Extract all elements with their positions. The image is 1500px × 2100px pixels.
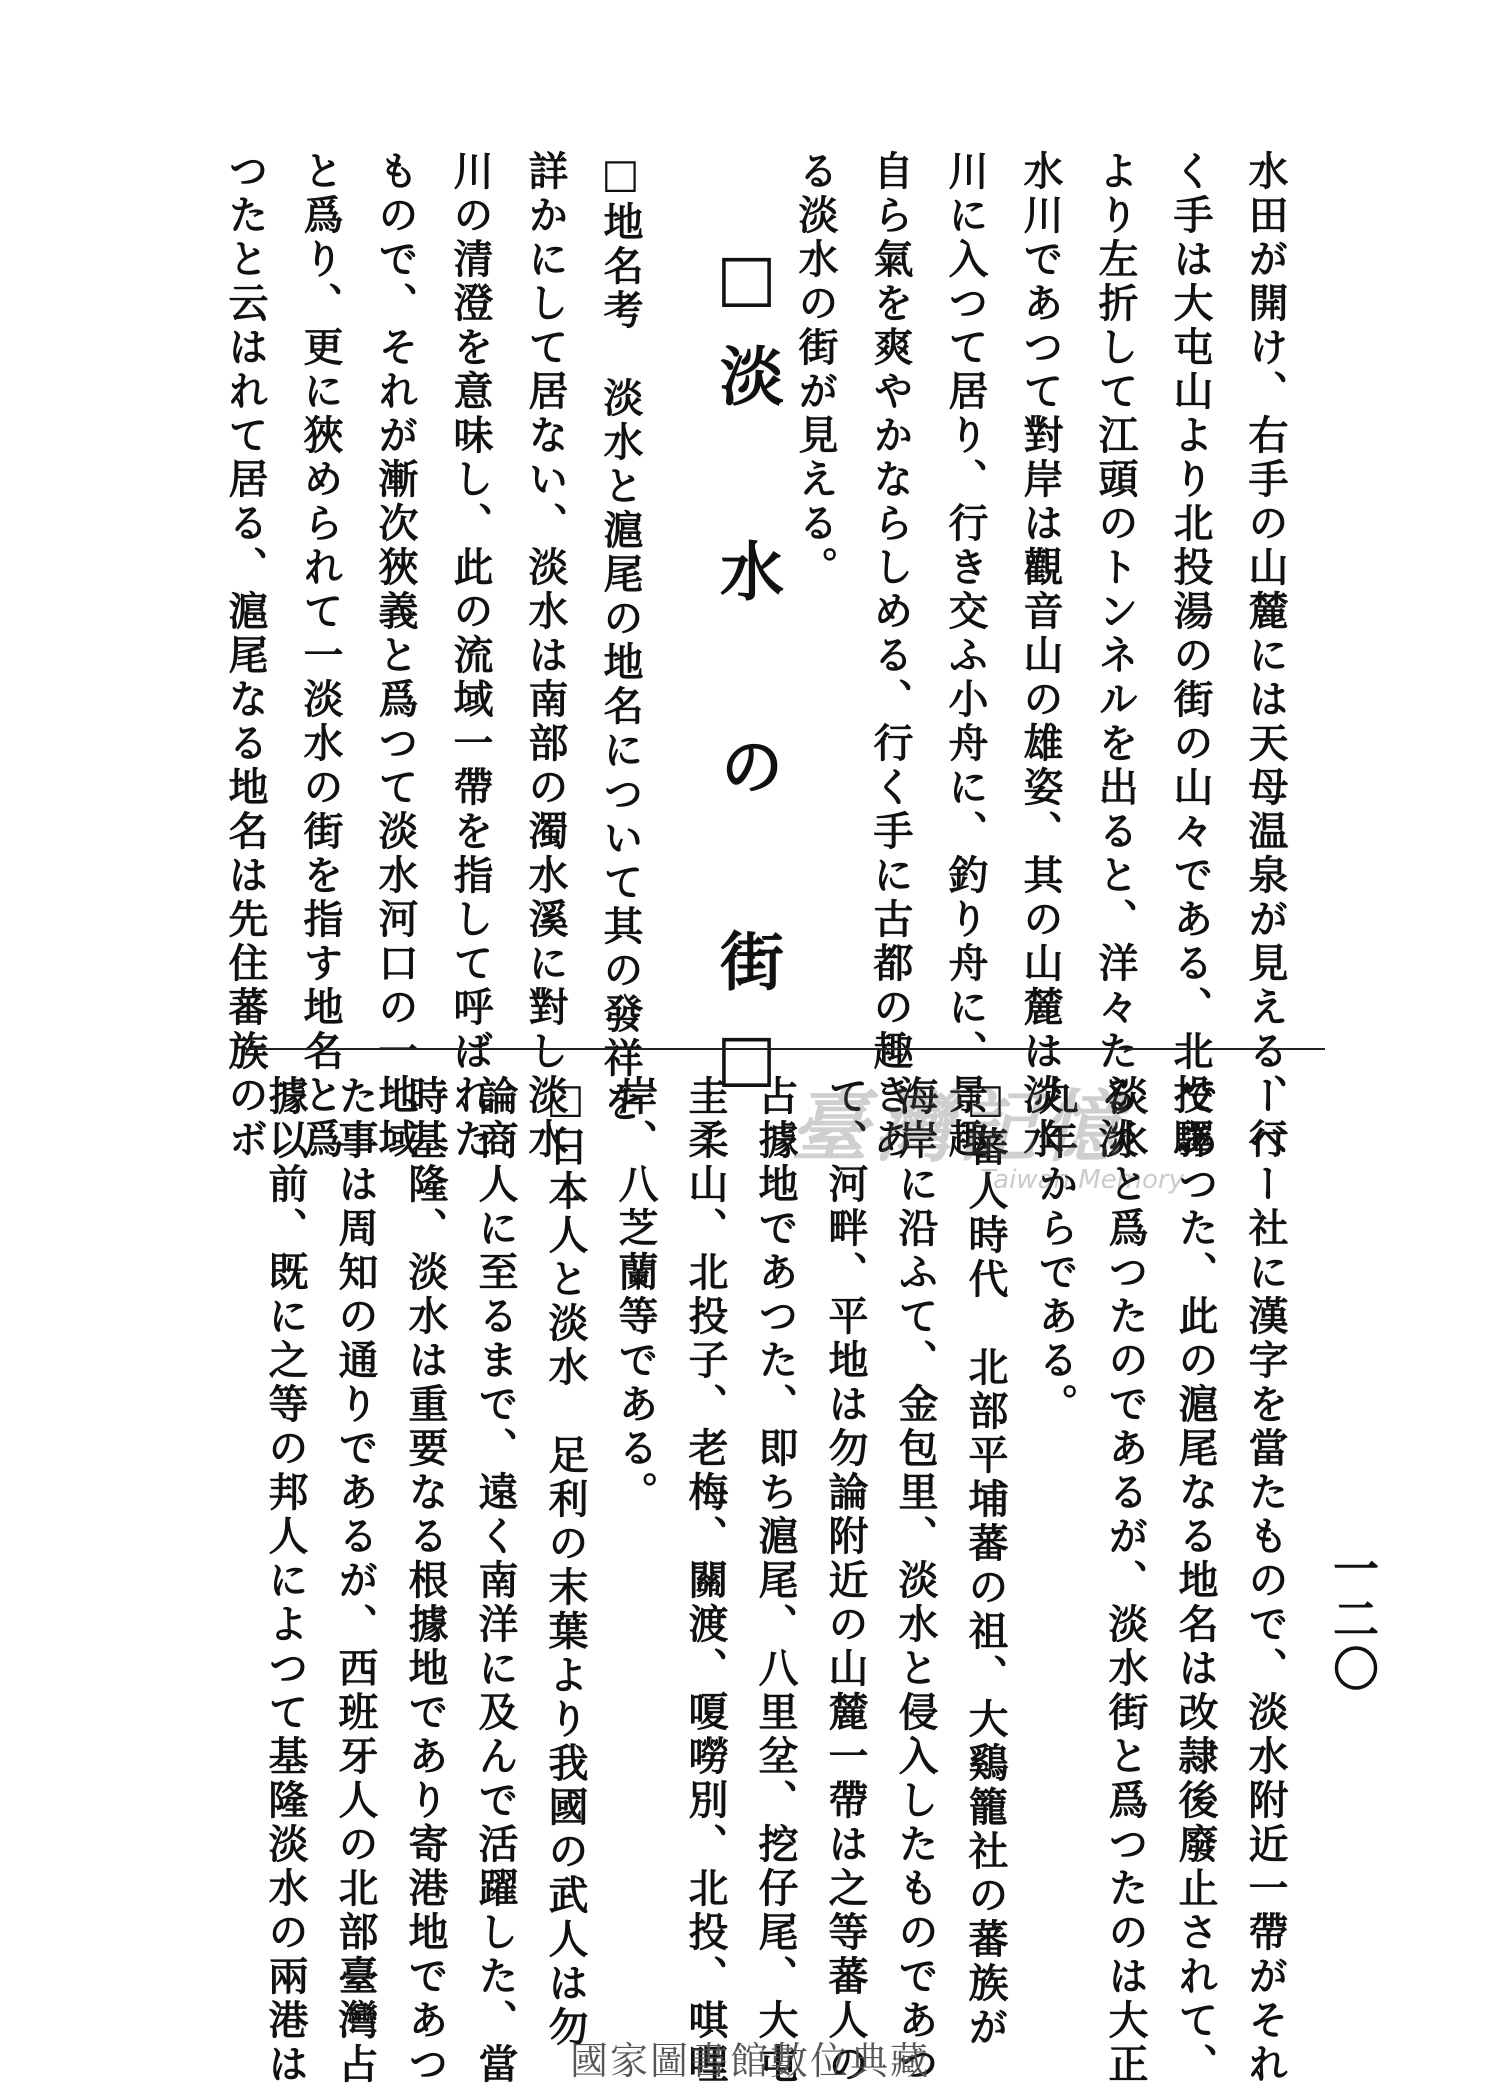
text-column: 詳かにして居ない、淡水は南部の濁水溪に對し淡水 [522,150,569,1162]
text-column: □蕃人時代 北部平埔蕃の祖、大鷄籠社の蕃族が [962,1075,1009,2050]
text-column: 圭柔山、北投子、老梅、關渡、嗄嘮別、北投、唭哩 [682,1075,729,2087]
text-column: 岸、八芝蘭等である。 [612,1075,659,1515]
text-column: 川に入つて居り、行き交ふ小舟に、釣り舟に、景趣 [942,150,989,1162]
text-column: 水川であつて對岸は觀音山の雄姿、其の山麓は淡水 [1017,150,1064,1162]
watermark-subtext: Taiwan Memory [980,1165,1184,1195]
text-column: であつた、此の滬尾なる地名は改隷後廢止されて、 [1172,1075,1219,2087]
watermark-text: 臺灣記憶 [790,1082,1127,1173]
text-column: 川の清澄を意味し、此の流域一帶を指して呼ばれた [447,150,494,1162]
footer-credit: 國家圖書館數位典藏 [569,2039,930,2083]
text-column: つたと云はれて居る、滬尾なる地名は先住蕃族のボ [222,150,269,1162]
text-column: より左折して江頭のトンネルを出ると、洋々たる淡 [1092,150,1139,1162]
text-column: 九年からである。 [1032,1075,1079,1427]
text-column: た事は周知の通りであるが、西班牙人の北部臺灣占 [332,1075,379,2087]
text-column: と爲り、更に狹められて一淡水の街を指す地名と爲 [297,150,344,1162]
text-column: 占據地であつた、即ち滬尾、八里坌、挖仔尾、大屯 [752,1075,799,2087]
page-number: 一二〇 [1326,1545,1380,1695]
text-column: く手は大屯山より北投湯の街の山々である、北投驛 [1167,150,1214,1162]
text-column: もので、それが漸次狹義と爲つて淡水河口の一地域 [372,150,419,1162]
text-column: る淡水の街が見える。 [792,150,839,590]
text-column: 論商人に至るまで、遠く南洋に及んで活躍した、當 [472,1075,519,2087]
section-heading: □淡 水 の 街□ [709,240,784,1123]
horizontal-divider [245,1048,1325,1050]
text-column: ーベー社に漢字を當たもので、淡水附近一帶がそれ [1242,1075,1289,2087]
text-column: □地名考 淡水と滬尾の地名について其の發祥を [597,150,644,1125]
text-column: □日本人と淡水 足利の末葉より我國の武人は勿 [542,1075,589,2050]
text-column: て、河畔、平地は勿論附近の山麓一帶は之等蕃人の [822,1075,869,2087]
text-column: 海岸に沿ふて、金包里、淡水と侵入したものであつ [892,1075,939,2087]
text-column: 據以前、既に之等の邦人によつて基隆淡水の兩港は [262,1075,309,2087]
text-column: 水田が開け、右手の山麓には天母温泉が見える、行 [1242,150,1289,1162]
text-column: 自ら氣を爽やかならしめる、行く手に古都の趣きあ [867,150,914,1162]
text-column: 時基隆、淡水は重要なる根據地であり寄港地であつ [402,1075,449,2087]
text-column: 淡水と爲つたのであるが、淡水街と爲つたのは大正 [1102,1075,1149,2087]
